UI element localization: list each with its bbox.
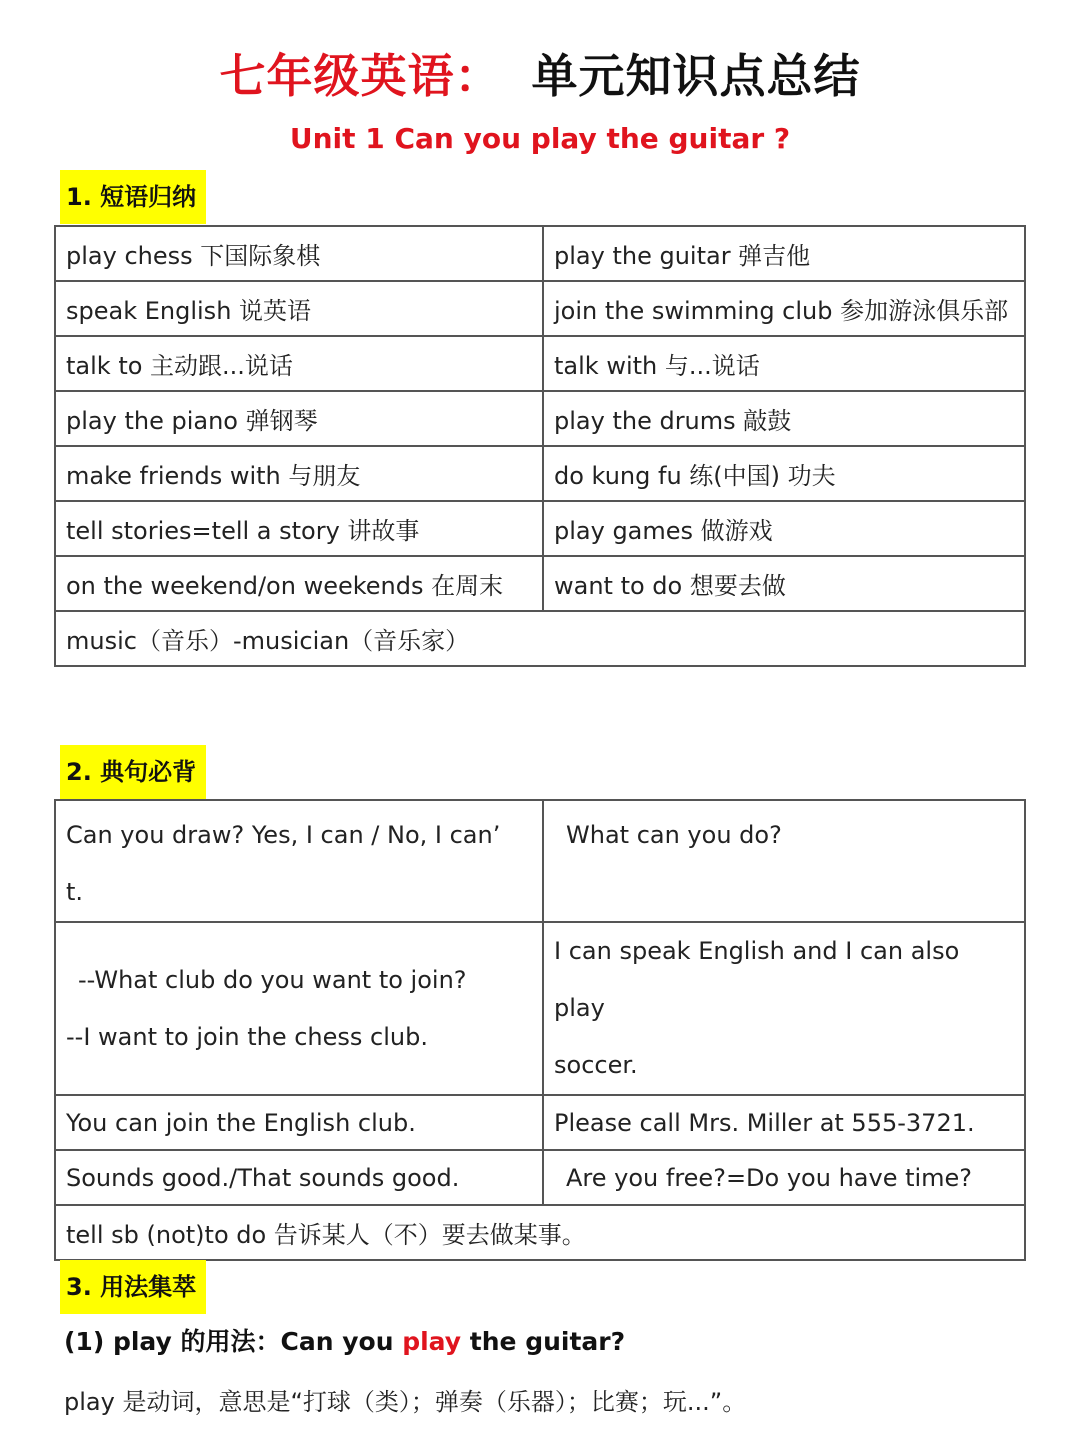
table-row xyxy=(55,611,1025,666)
section3-label: 3. 用法集萃 xyxy=(60,1260,206,1314)
section2-label: 2. 典句必背 xyxy=(60,745,206,799)
table-row xyxy=(55,922,1025,1095)
table-row xyxy=(55,336,1025,391)
table-cell: play the drums 敲鼓 xyxy=(543,391,1025,446)
cell-line: soccer. xyxy=(554,1051,638,1079)
usage-title-prefix: (1) play 的用法：Can you xyxy=(64,1327,403,1356)
table-cell: make friends with 与朋友 xyxy=(55,446,543,501)
table-row xyxy=(55,1095,1025,1150)
sentence-table xyxy=(54,799,1026,1261)
table-cell: join the swimming club 参加游泳俱乐部 xyxy=(543,281,1025,336)
table-cell xyxy=(543,922,1025,1095)
table-cell: do kung fu 练(中国) 功夫 xyxy=(543,446,1025,501)
table-row xyxy=(55,556,1025,611)
title-topic: 单元知识点总结 xyxy=(531,49,861,103)
table-cell: on the weekend/on weekends 在周末 xyxy=(55,556,543,611)
table-row xyxy=(55,800,1025,922)
table-row xyxy=(55,501,1025,556)
table-cell xyxy=(55,922,543,1095)
table-cell: Please call Mrs. Miller at 555-3721. xyxy=(543,1095,1025,1150)
cell-line: --I want to join the chess club. xyxy=(66,1022,428,1051)
table-row xyxy=(55,391,1025,446)
table-cell: want to do 想要去做 xyxy=(543,556,1025,611)
table-cell: play chess 下国际象棋 xyxy=(55,226,543,281)
table-row xyxy=(55,1150,1025,1205)
table-cell: You can join the English club. xyxy=(55,1095,543,1150)
cell-line: I can speak English and I can also play xyxy=(554,937,960,1022)
table-cell: Sounds good./That sounds good. xyxy=(55,1150,543,1205)
table-cell: Are you free?=Do you have time? xyxy=(543,1150,1025,1205)
unit-subtitle: Unit 1 Can you play the guitar ? xyxy=(289,122,791,155)
table-cell: play games 做游戏 xyxy=(543,501,1025,556)
table-row xyxy=(55,281,1025,336)
usage-title-suffix: the guitar? xyxy=(461,1327,626,1356)
cell-line: Can you draw? Yes, I can / No, I can’ xyxy=(66,821,501,849)
cell-line: --What club do you want to join? xyxy=(78,965,467,994)
cell-line: t. xyxy=(66,878,84,906)
table-cell: What can you do? xyxy=(543,800,1025,922)
table-row xyxy=(55,446,1025,501)
usage-title-highlight: play xyxy=(402,1327,462,1356)
usage-body: play 是动词，意思是“打球（类）；弹奏（乐器）；比赛；玩...”。 xyxy=(64,1388,747,1416)
title-grade: 七年级英语： xyxy=(219,49,502,103)
table-cell: play the guitar 弹吉他 xyxy=(543,226,1025,281)
table-cell xyxy=(55,800,543,922)
table-row xyxy=(55,226,1025,281)
section1-label: 1. 短语归纳 xyxy=(60,170,206,224)
table-cell: speak English 说英语 xyxy=(55,281,543,336)
table-row xyxy=(55,1205,1025,1260)
table-cell: play the piano 弹钢琴 xyxy=(55,391,543,446)
phrase-table xyxy=(54,225,1026,667)
table-cell: talk with 与...说话 xyxy=(543,336,1025,391)
usage-title xyxy=(64,1322,625,1358)
table-cell: tell stories=tell a story 讲故事 xyxy=(55,501,543,556)
page-title xyxy=(0,40,1080,106)
table-cell: talk to 主动跟...说话 xyxy=(55,336,543,391)
table-cell: tell sb (not)to do 告诉某人（不）要去做某事。 xyxy=(55,1205,1025,1260)
table-cell: music（音乐）-musician（音乐家） xyxy=(55,611,1025,666)
